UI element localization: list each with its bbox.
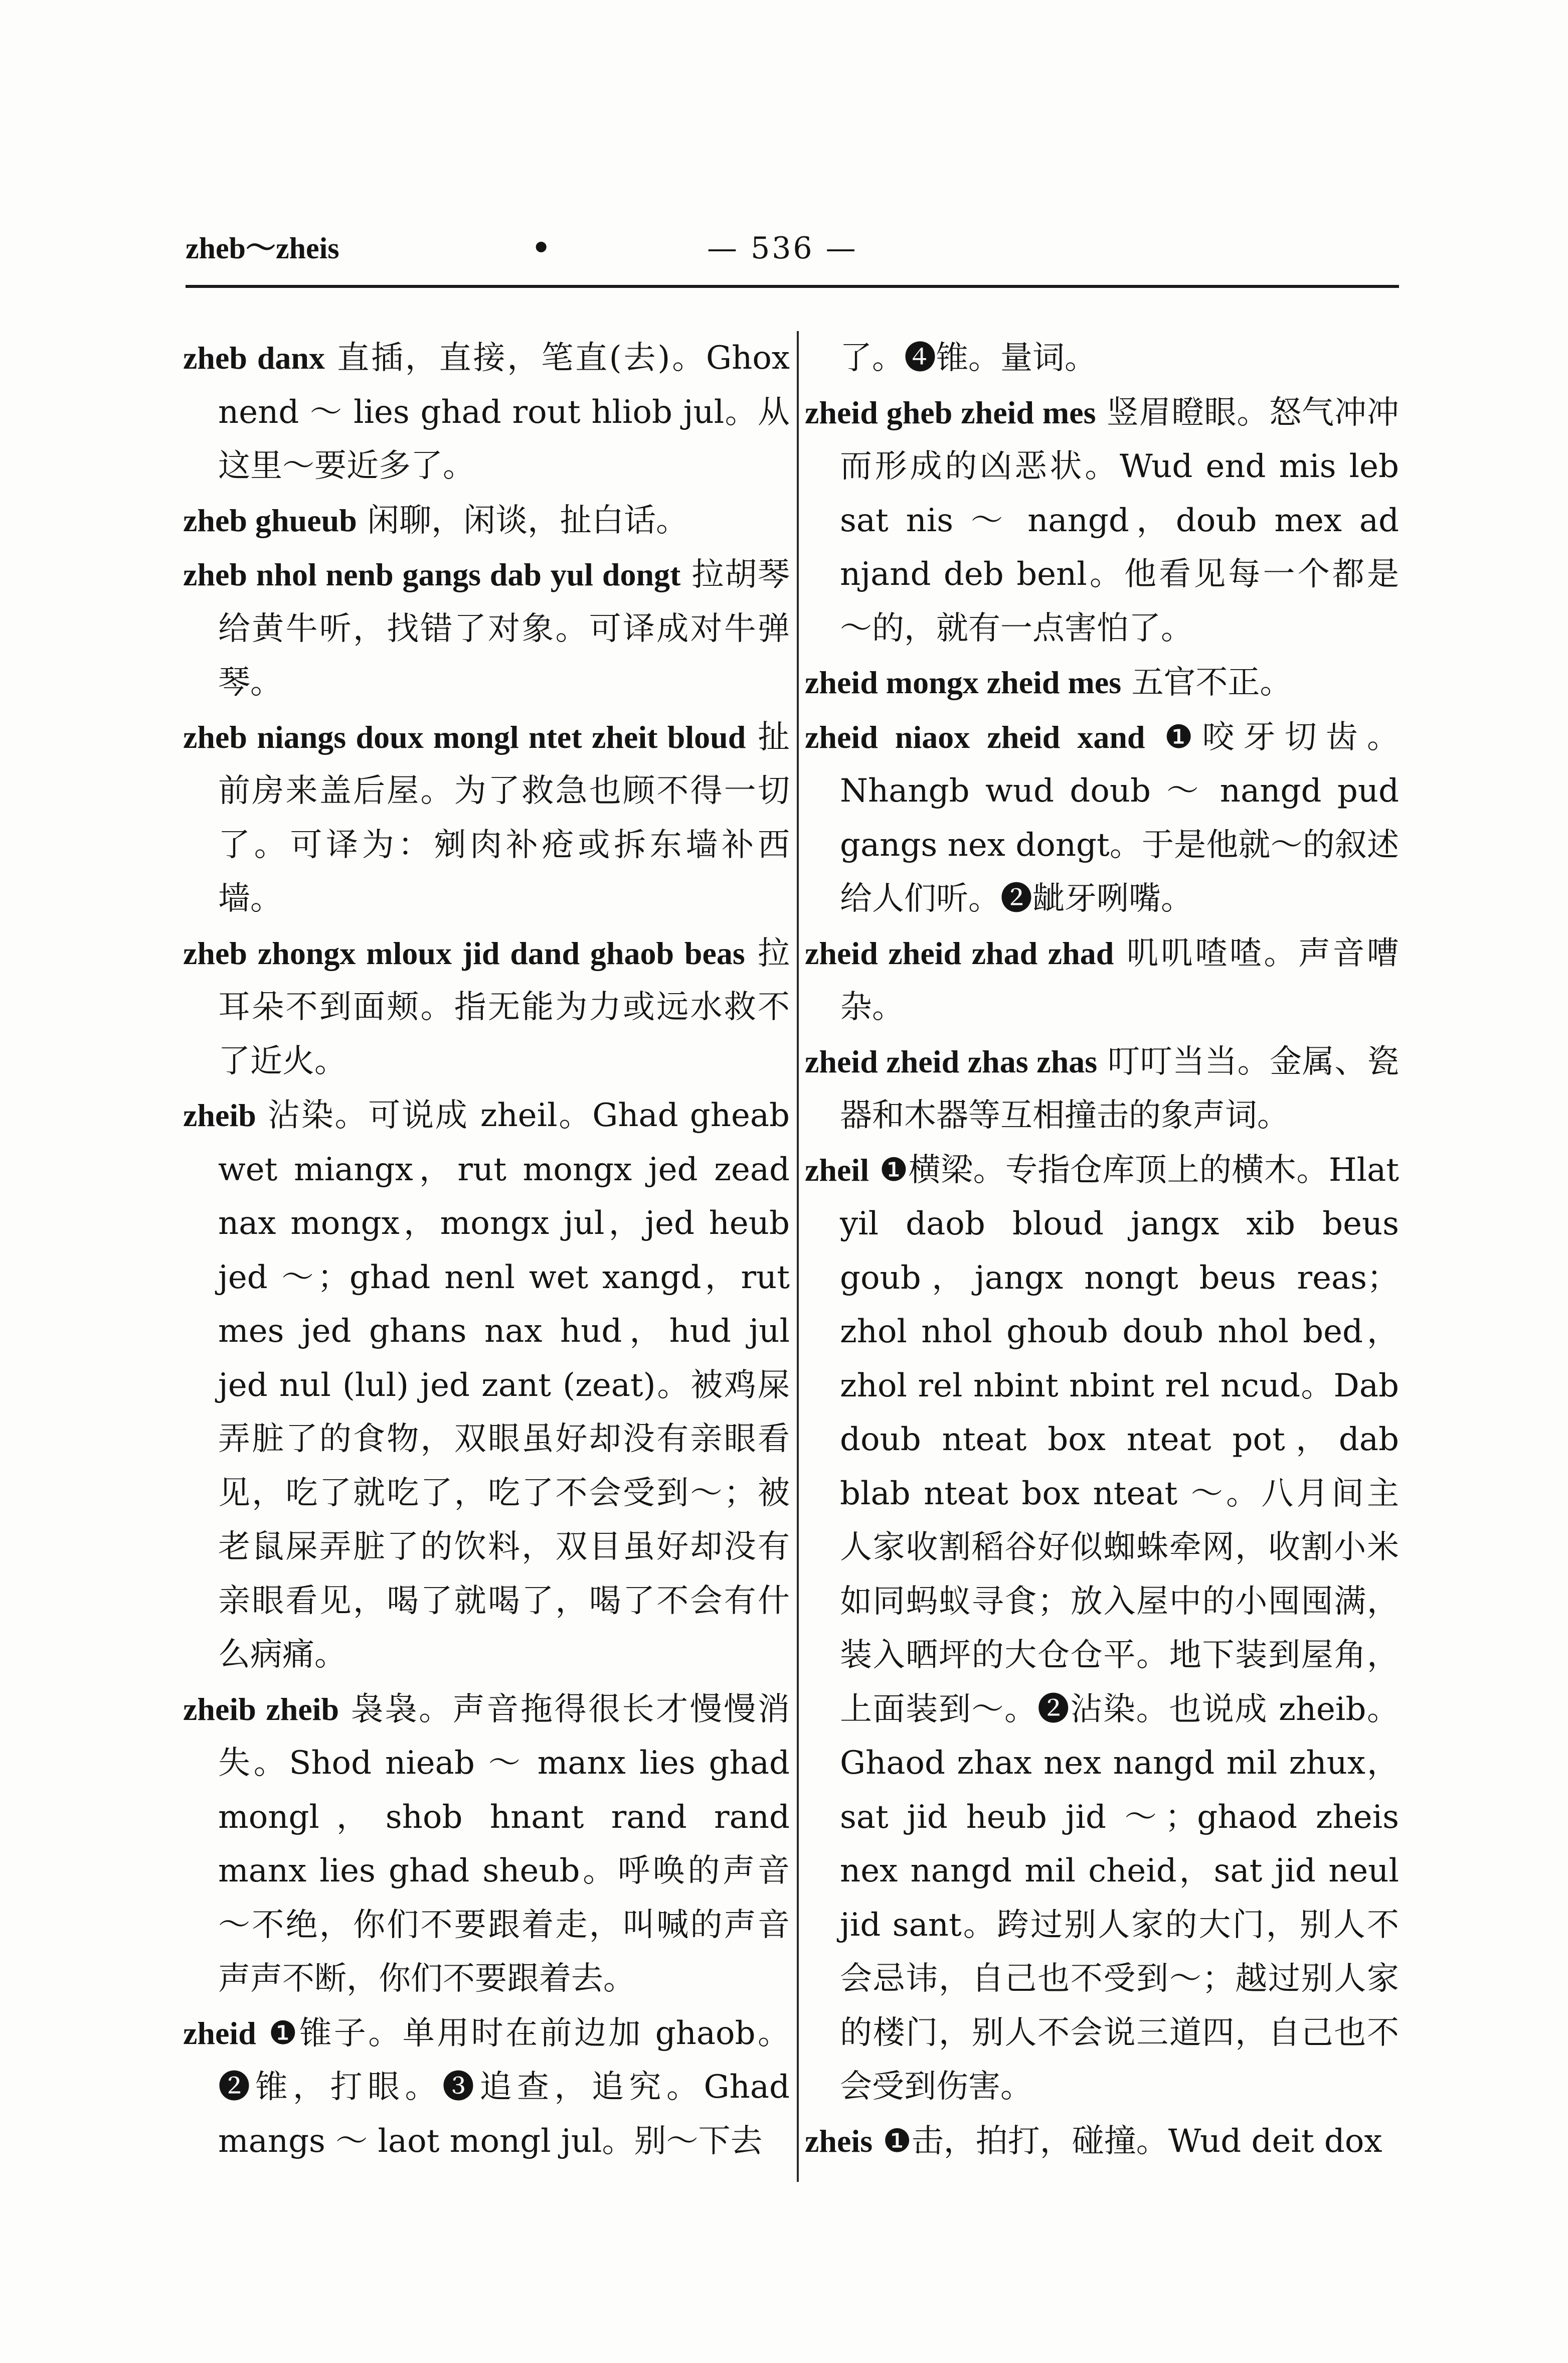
entry-definition: ❶击，拍打，碰撞。Wud deit dox [873, 2122, 1382, 2160]
header-dot: • [532, 231, 551, 266]
entry-headword: zheis [805, 2123, 873, 2159]
entry-definition: 沾染。可说成 zheil。Ghad gheab wet miangx，rut mongx jed zead nax mongx，mongx jul，jed heub jed ～；ghad nenl wet xangd，rut mes jed ghans nax hud，hud jul jed nul (lul) jed zant (zeat)。被鸡屎弄脏了的食物，双眼虽好却没有亲眼看见，吃了就吃了，吃了不会受到～；被老鼠屎弄脏了的饮料，双目虽好却没有亲眼看见，喝了就喝了，喝了不会有什么病痛。 [218, 1097, 790, 1673]
entry-definition: 五官不正。 [1121, 664, 1292, 701]
dictionary-entry [805, 331, 1399, 386]
entry-headword: zheb nhol nenb gangs dab yul dongt [183, 557, 681, 592]
dictionary-entry [183, 548, 790, 710]
entry-definition: 拉胡琴给黄牛听，找错了对象。可译成对牛弹琴。 [218, 556, 790, 701]
entry-headword: zheib [183, 1097, 256, 1133]
entry-definition: 袅袅。声音拖得很长才慢慢消失。Shod nieab ～ manx lies ghad mongl，shob hnant rand rand manx lies ghad sheub。呼唤的声音～不绝，你们不要跟着走，叫喊的声音声声不断，你们不要跟着去。 [218, 1690, 790, 1997]
entry-definition: 直插，直接，笔直(去)。Ghox nend ～ lies ghad rout hliob jul。从这里～要近多了。 [218, 340, 790, 485]
entry-headword: zheid gheb zheid mes [805, 394, 1096, 430]
entry-headword: zheil [805, 1152, 869, 1188]
entry-headword: zheib zheib [183, 1691, 339, 1727]
dictionary-entry [183, 1682, 790, 2006]
dictionary-entry [183, 926, 790, 1089]
entry-headword: zheb zhongx mloux jid dand ghaob beas [183, 935, 745, 971]
entry-definition: ❶锥子。单用时在前边加 ghaob。❷锥，打眼。❸追查，追究。Ghad mangs ～ laot mongl jul。别～下去 [218, 2014, 790, 2160]
entry-definition: 闲聊，闲谈，扯白话。 [357, 502, 688, 539]
entry-definition: 扯前房来盖后屋。为了救急也顾不得一切了。可译为：剜肉补疮或拆东墙补西墙。 [218, 718, 790, 917]
entry-definition: 叮叮当当。金属、瓷器和木器等互相撞击的象声词。 [840, 1043, 1400, 1134]
dictionary-entry [183, 2006, 790, 2169]
dictionary-entry [805, 2114, 1399, 2169]
guide-words: zheb～zheis [186, 232, 339, 265]
dictionary-entry [183, 1088, 790, 1682]
page-number: — 536 — [707, 231, 858, 266]
dictionary-entry [805, 710, 1399, 926]
dictionary-entry [805, 1035, 1399, 1143]
entry-definition: ❶横梁。专指仓库顶上的横木。Hlat yil daob bloud jangx xib beus goub，jangx nongt beus reas；zhol nhol ghoub doub nhol bed，zhol rel nbint nbint rel ncud。Dab doub nteat box nteat pot，dab blab nteat box nteat ～。八月间主人家收割稻谷好似蜘蛛牵网，收割小米如同蚂蚁寻食；放入屋中的小囤囤满，装入晒坪的大仓仓平。地下装到屋角，上面装到～。❷沾染。也说成 zheib。Ghaod zhax nex nangd mil zhux，sat jid heub jid ～；ghaod zheis nex nangd mil cheid，sat jid neul jid sant。跨过别人家的大门，别人不会忌讳，自己也不受到～；越过别人家的楼门，别人不会说三道四，自己也不会受到伤害。 [840, 1151, 1399, 2105]
dictionary-entry [183, 331, 790, 494]
dictionary-entry [183, 710, 790, 926]
entry-definition: 竖眉瞪眼。怒气冲冲而形成的凶恶状。Wud end mis leb sat nis ～ nangd，doub mex ad njand deb benl。他看见每一个都是～的，就有一点害怕了。 [840, 394, 1399, 647]
dictionary-entry [805, 386, 1399, 656]
dictionary-entry [805, 656, 1399, 710]
dictionary-entry [183, 494, 790, 548]
dictionary-entry [805, 1143, 1399, 2114]
entry-definition: ❶咬牙切齿。Nhangb wud doub ～ nangd pud gangs nex dongt。于是他就～的叙述给人们听。❷龇牙咧嘴。 [840, 718, 1400, 917]
entry-headword: zheid zheid zhad zhad [805, 935, 1114, 971]
entry-definition: 拉耳朵不到面颊。指无能为力或远水救不了近火。 [218, 934, 790, 1080]
running-head [186, 226, 1399, 271]
entry-definition: 叽叽喳喳。声音嘈杂。 [840, 934, 1400, 1026]
entry-headword: zheid mongx zheid mes [805, 665, 1122, 700]
entry-headword: zheid [183, 2015, 256, 2051]
entry-headword: zheid zheid zhas zhas [805, 1043, 1098, 1079]
entry-headword: zheb niangs doux mongl ntet zheit bloud [183, 719, 746, 755]
column-divider [797, 331, 799, 2182]
dictionary-entry [805, 926, 1399, 1035]
header-rule [186, 285, 1399, 288]
right-column [805, 331, 1399, 2168]
left-column [183, 331, 790, 2168]
entry-headword: zheb danx [183, 340, 325, 376]
entry-headword: zheid niaox zheid xand [805, 719, 1145, 755]
entry-headword: zheb ghueub [183, 502, 357, 538]
entry-definition: 了。❹锥。量词。 [840, 340, 1097, 377]
